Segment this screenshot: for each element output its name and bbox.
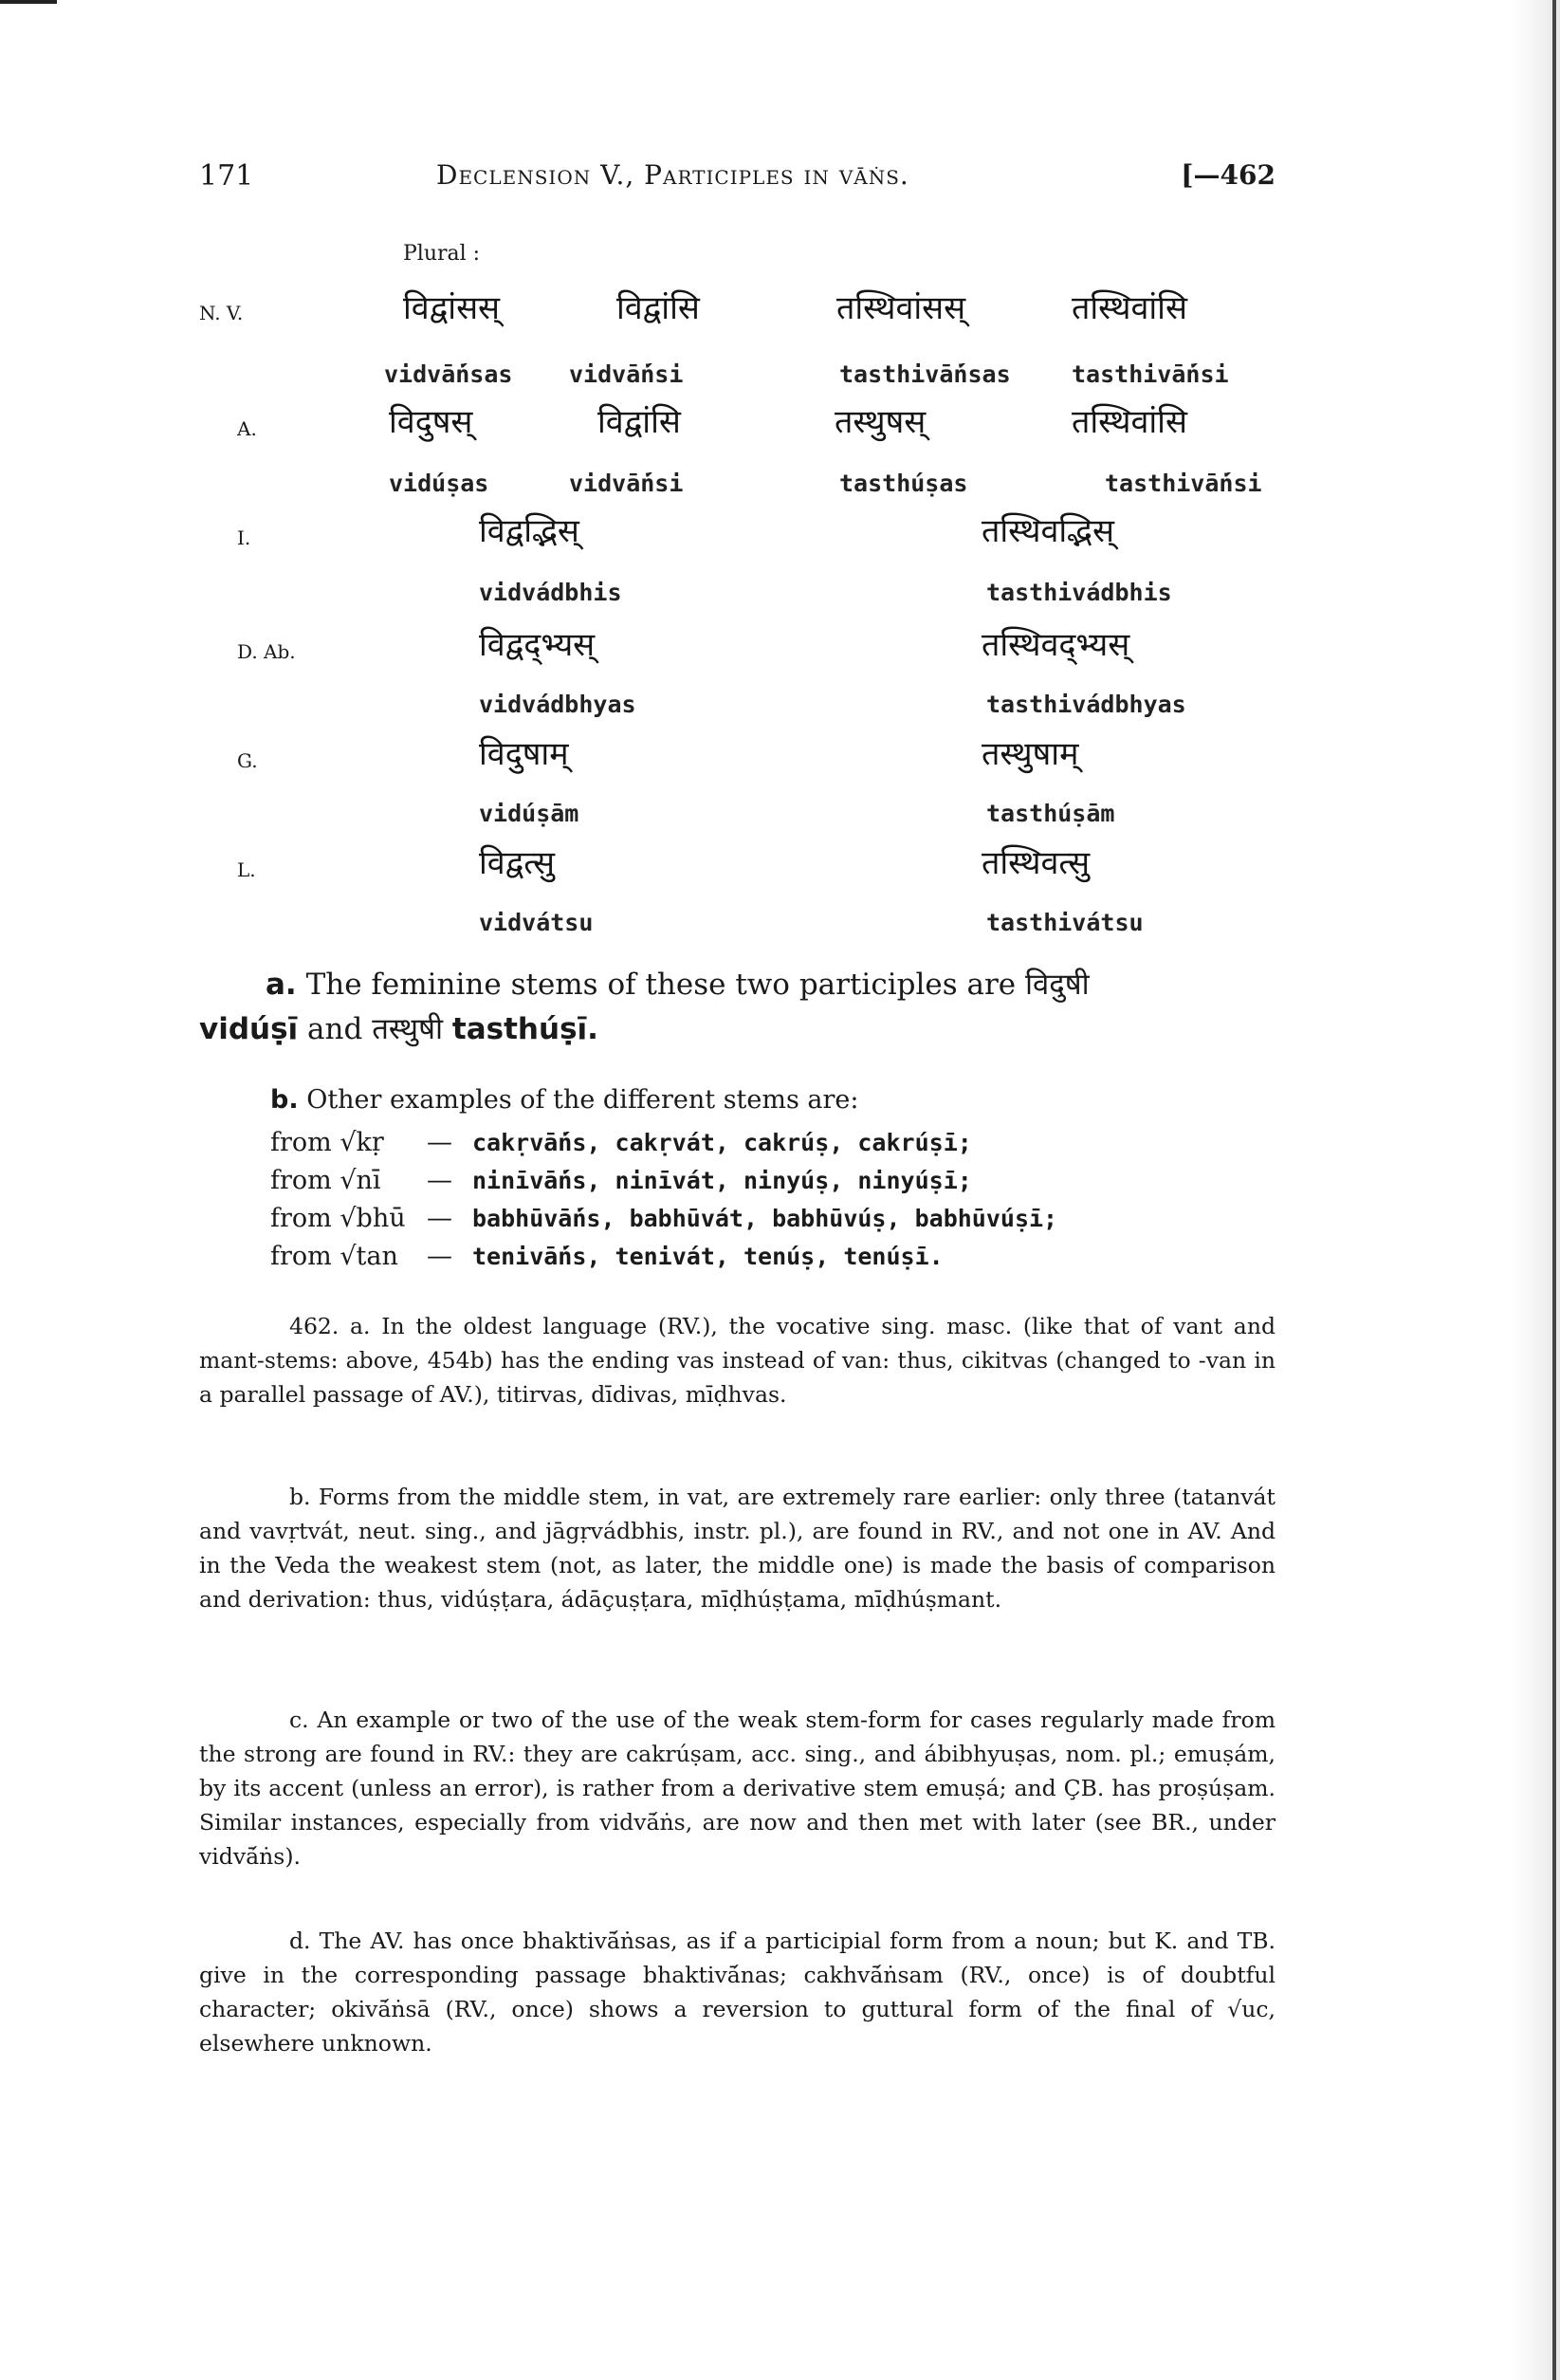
page-edge — [1552, 0, 1556, 2380]
devanagari-form: तस्थुषाम् — [982, 735, 1079, 773]
devanagari-form: तस्थुषस् — [835, 403, 927, 441]
dash: — — [427, 1166, 452, 1195]
example-row — [270, 1238, 1057, 1276]
case-label: L. — [237, 858, 256, 881]
example-row — [270, 1162, 1057, 1200]
paragraph-other-examples — [199, 1081, 1271, 1119]
case-label: D. Ab. — [237, 640, 296, 663]
case-label: N. V. — [199, 302, 244, 324]
stem-forms: ninīvā́ṅs, ninīvát, ninyúṣ, ninyúṣī; — [472, 1167, 972, 1194]
transliteration: tasthivā́ṅsi — [1072, 360, 1229, 388]
transliteration: tasthivátsu — [986, 909, 1144, 936]
section-462-b: b. Forms from the middle stem, in vat, are extremely rare earlier: only three (tatanvát and vavṛtvát, neut. sing., and jāgṛvádbhis, instr. pl.), are found in RV., and not one in AV. And in the Veda the weakest stem (not, as later, the middle one) is made the basis of comparison and derivation: thus, vidúṣṭara, ádāçuṣṭara, mīḍhúṣṭama, mīḍhúṣmant. — [199, 1484, 1276, 1613]
page-number: 171 — [199, 159, 254, 193]
para-text: and — [307, 1012, 363, 1046]
transliteration: tasthivádbhis — [986, 579, 1172, 606]
devanagari-form: विद्वद्भिस् — [479, 512, 579, 550]
transliteration: vidvā́ṅsi — [569, 470, 684, 497]
devanagari-word: विदुषी — [1025, 968, 1090, 1002]
devanagari-form: विद्वांसि — [597, 403, 681, 441]
devanagari-form: विद्वद्भ्यस् — [479, 626, 596, 664]
plural-label: Plural : — [403, 242, 481, 266]
scan-edge — [0, 0, 57, 4]
transliteration: vidvā́ṅsas — [384, 360, 513, 388]
root-label: from √bhū — [270, 1204, 406, 1233]
dash: — — [427, 1242, 452, 1271]
transliteration: vidvádbhis — [479, 579, 622, 606]
devanagari-form: तस्थिवांसस् — [836, 289, 966, 327]
devanagari-form: तस्थिवद्भिस् — [982, 512, 1114, 550]
devanagari-form: विदुषाम् — [479, 735, 569, 773]
transliteration: tasthúṣām — [986, 800, 1115, 827]
transliteration: vidvā́ṅsi — [569, 360, 684, 388]
example-row — [270, 1124, 1057, 1162]
transliteration: vidvátsu — [479, 909, 594, 936]
paragraph-feminine-stems — [199, 963, 1271, 1052]
para-text: Other examples of the different stems are: — [306, 1085, 859, 1115]
case-label: G. — [237, 749, 258, 772]
transliteration: tasthúṣī. — [451, 1012, 598, 1046]
transliteration: vidvádbhyas — [479, 691, 636, 718]
para-label: a. — [266, 968, 297, 1002]
running-title: Declension V., Participles in vāṅs. — [436, 159, 909, 191]
devanagari-word: तस्थुषी — [372, 1012, 444, 1046]
root-label: from √tan — [270, 1242, 398, 1271]
dash: — — [427, 1204, 452, 1233]
dash: — — [427, 1128, 452, 1157]
section-462-d: d. The AV. has once bhaktivā́ṅsas, as if a participial form from a noun; but K. and TB. give in the corresponding passage bhaktivā́nas; cakhvā́ṅsam (RV., once) is of doubtful character; okivā́ṅsā (RV., once) shows a reversion to guttural form of the final of √uc, elsewhere unknown. — [199, 1928, 1276, 2057]
transliteration: tasthivā́ṅsas — [839, 360, 1011, 388]
root-label: from √kṛ — [270, 1128, 384, 1157]
example-row — [270, 1200, 1057, 1238]
devanagari-form: तस्थिवद्भ्यस् — [982, 626, 1130, 664]
devanagari-form: विद्वांसस् — [403, 289, 501, 327]
section-reference: [—462 — [1181, 159, 1276, 191]
stem-forms: babhūvā́ṅs, babhūvát, babhūvúṣ, babhūvúṣī; — [472, 1205, 1058, 1232]
devanagari-form: तस्थिवांसि — [1072, 403, 1187, 441]
transliteration: vidúṣī — [199, 1012, 299, 1046]
section-462-a: 462. a. In the oldest language (RV.), the vocative sing. masc. (like that of vant and mant-stems: above, 454b) has the ending vas instead of van: thus, cikitvas (changed to -van in a parallel passage of AV.), titirvas, dīdivas, mīḍhvas. — [199, 1313, 1276, 1408]
transliteration: vidúṣas — [389, 470, 489, 497]
stem-forms: cakṛvā́ṅs, cakṛvát, cakrúṣ, cakrúṣī; — [472, 1129, 972, 1156]
root-label: from √nī — [270, 1166, 381, 1195]
transliteration: tasthivádbhyas — [986, 691, 1186, 718]
transliteration: tasthivā́ṅsi — [1105, 470, 1262, 497]
case-label: I. — [237, 526, 251, 549]
devanagari-form: विद्वांसि — [616, 289, 700, 327]
transliteration: tasthúṣas — [839, 470, 968, 497]
devanagari-form: तस्थिवांसि — [1072, 289, 1187, 327]
para-label: b. — [270, 1085, 299, 1115]
examples-list — [270, 1124, 1057, 1276]
section-462-c: c. An example or two of the use of the weak stem-form for cases regularly made from the strong are found in RV.: they are cakrúṣam, acc. sing., and ábibhyuṣas, nom. pl.; emuṣám, by its accent (unless an error), is rather from a derivative stem emuṣá; and ÇB. has proṣúṣam. Similar instances, especially from vidvā́ṅs, are now and then met with later (see BR., under vidvā́ṅs). — [199, 1707, 1276, 1870]
stem-forms: tenivā́ṅs, tenivát, tenúṣ, tenúṣī. — [472, 1243, 944, 1270]
devanagari-form: विद्वत्सु — [479, 844, 555, 882]
devanagari-form: विदुषस् — [389, 403, 473, 441]
transliteration: vidúṣām — [479, 800, 579, 827]
devanagari-form: तस्थिवत्सु — [982, 844, 1091, 882]
running-header — [199, 159, 1276, 197]
para-text: The feminine stems of these two participles are — [305, 968, 1017, 1002]
case-label: A. — [237, 417, 257, 440]
